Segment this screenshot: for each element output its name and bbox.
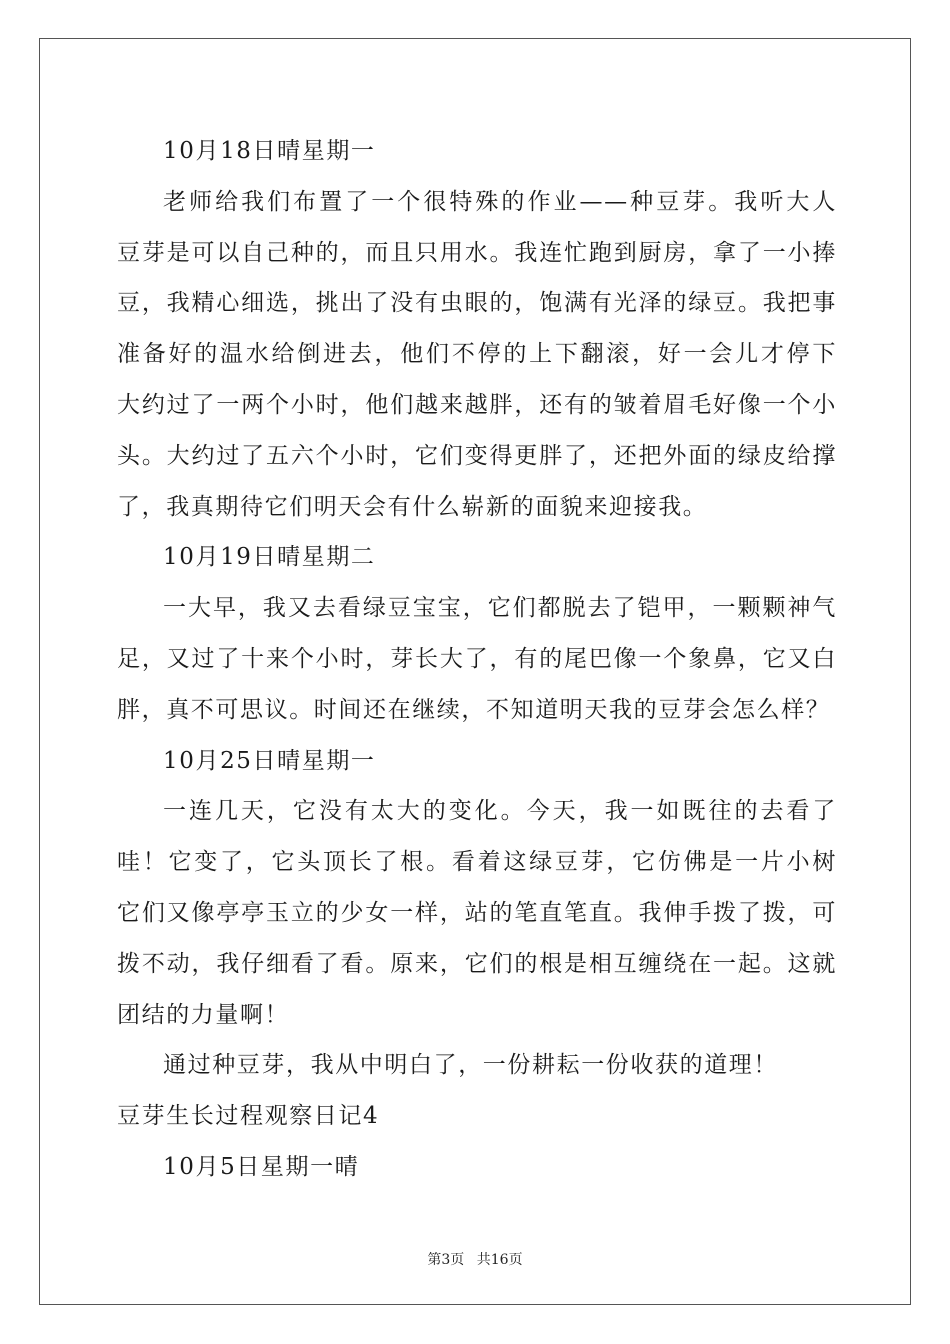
paragraph-line: 准备好的温水给倒进去，他们不停的上下翻滚，好一会儿才停下 xyxy=(117,341,837,368)
paragraph-line: 头。大约过了五六个小时，它们变得更胖了，还把外面的绿皮给撑 xyxy=(117,442,837,469)
paragraph-line: 大约过了一两个小时，他们越来越胖，还有的皱着眉毛好像一个小 xyxy=(117,391,837,418)
section-title: 豆芽生长过程观察日记4 xyxy=(117,1103,380,1130)
diary-date-heading: 10月18日晴星期一 xyxy=(163,138,376,164)
paragraph-line: 豆芽是可以自己种的，而且只用水。我连忙跑到厨房，拿了一小捧 xyxy=(117,239,837,266)
diary-date-heading: 10月19日晴星期二 xyxy=(163,544,376,571)
page-total: 共16页 xyxy=(476,1252,523,1268)
paragraph-line: 胖，真不可思议。时间还在继续，不知道明天我的豆芽会怎么样？ xyxy=(117,696,831,723)
paragraph-line: 豆，我精心细选，挑出了没有虫眼的，饱满有光泽的绿豆。我把事 xyxy=(117,290,837,317)
paragraph-line: 一连几天，它没有太大的变化。今天，我一如既往的去看了 xyxy=(163,798,837,825)
paragraph-line: 哇！它变了，它头顶长了根。看着这绿豆芽，它仿佛是一片小树 xyxy=(117,849,837,876)
page-footer xyxy=(0,1249,950,1269)
page-number: 第3页 xyxy=(427,1252,465,1268)
paragraph-line: 一大早，我又去看绿豆宝宝，它们都脱去了铠甲，一颗颗神气 xyxy=(163,595,837,622)
paragraph-line: 它们又像亭亭玉立的少女一样，站的笔直笔直。我伸手拨了拨，可 xyxy=(117,899,837,926)
paragraph-line: 拨不动，我仔细看了看。原来，它们的根是相互缠绕在一起。这就 xyxy=(117,950,837,977)
diary-date-heading: 10月5日星期一晴 xyxy=(163,1153,360,1180)
paragraph-line: 了，我真期待它们明天会有什么崭新的面貌来迎接我。 xyxy=(117,493,708,520)
document-body xyxy=(117,126,837,1193)
paragraph-line: 团结的力量啊！ xyxy=(117,1001,290,1028)
paragraph-line: 足，又过了十来个小时，芽长大了，有的尾巴像一个象鼻，它又白 xyxy=(117,645,837,672)
paragraph-line: 老师给我们布置了一个很特殊的作业——种豆芽。我听大人 xyxy=(163,188,837,215)
paragraph-line: 通过种豆芽，我从中明白了，一份耕耘一份收获的道理！ xyxy=(163,1052,778,1079)
diary-date-heading: 10月25日晴星期一 xyxy=(163,747,376,774)
